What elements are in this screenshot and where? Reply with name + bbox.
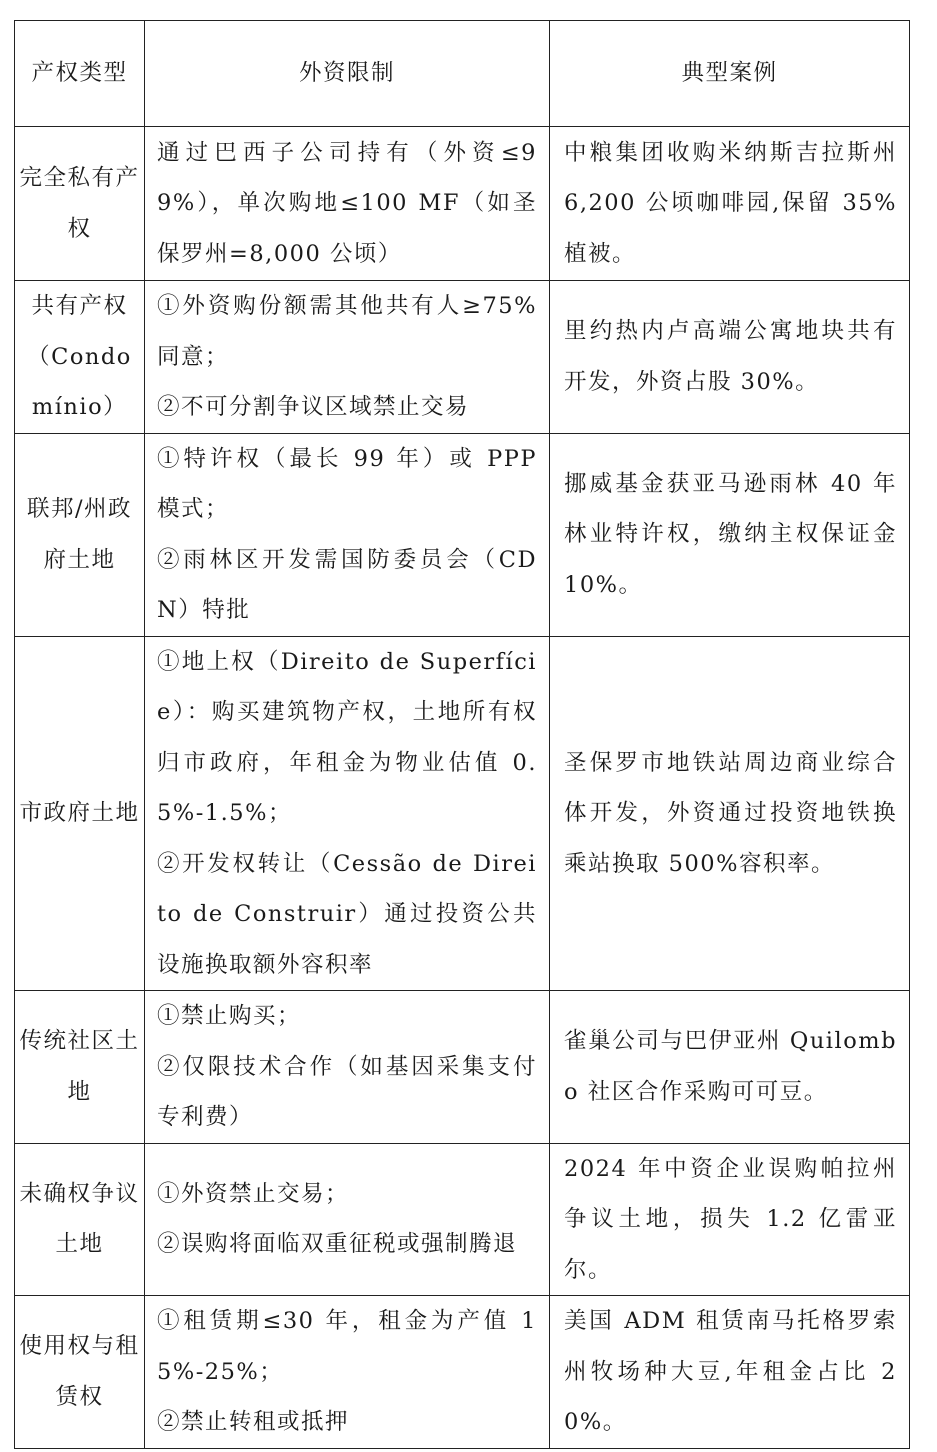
case-cell: 2024 年中资企业误购帕拉州争议土地，损失 1.2 亿雷亚尔。: [550, 1143, 910, 1296]
limits-cell: [145, 433, 550, 636]
case-cell: 里约热内卢高端公寓地块共有开发，外资占股 30%。: [550, 281, 910, 434]
limit-item: ①特许权（最长 99 年）或 PPP 模式；: [157, 445, 537, 522]
table-row: [15, 433, 910, 636]
type-cell: 共有产权（Condomínio）: [15, 281, 145, 434]
limits-cell: [145, 281, 550, 434]
limit-item: ①租赁期≤30 年，租金为产值 15%-25%；: [157, 1308, 537, 1385]
table-row: [15, 991, 910, 1144]
type-cell: 使用权与租赁权: [15, 1296, 145, 1449]
type-cell: 市政府土地: [15, 636, 145, 991]
limit-item: ①外资购份额需其他共有人≥75%同意；: [157, 293, 537, 370]
limit-item: ②禁止转租或抵押: [157, 1409, 350, 1435]
limit-item: ②雨林区开发需国防委员会（CDN）特批: [157, 546, 537, 623]
limit-item: ①地上权（Direito de Superfície）：购买建筑物产权，土地所有权归市政府，年租金为物业估值 0.5%-1.5%；: [157, 648, 537, 826]
limit-item: ①外资禁止交易；: [157, 1180, 350, 1207]
case-cell: 中粮集团收购米纳斯吉拉斯州 6,200 公顷咖啡园,保留 35%植被。: [550, 127, 910, 281]
type-cell: 传统社区土地: [15, 991, 145, 1144]
type-cell: 联邦/州政府土地: [15, 433, 145, 636]
case-cell: 雀巢公司与巴伊亚州 Quilombo 社区合作采购可可豆。: [550, 991, 910, 1144]
limits-cell: [145, 127, 550, 281]
table-row: [15, 636, 910, 991]
header-limits-cell: 外资限制: [145, 21, 550, 127]
limit-item: ②不可分割争议区域禁止交易: [157, 394, 470, 420]
limits-cell: [145, 1296, 550, 1449]
table-header-row: [15, 21, 910, 127]
limit-item: ②仅限技术合作（如基因采集支付专利费）: [157, 1053, 537, 1130]
header-cases-cell: 典型案例: [550, 21, 910, 127]
type-cell: 完全私有产权: [15, 127, 145, 281]
case-cell: 圣保罗市地铁站周边商业综合体开发，外资通过投资地铁换乘站换取 500%容积率。: [550, 636, 910, 991]
header-type-cell: 产权类型: [15, 21, 145, 127]
limits-cell: [145, 991, 550, 1144]
type-cell: 未确权争议土地: [15, 1143, 145, 1296]
table-row: [15, 127, 910, 281]
limit-item: ②误购将面临双重征税或强制腾退: [157, 1231, 518, 1258]
limit-item: 通过巴西子公司持有（外资≤99%），单次购地≤100 MF（如圣保罗州=8,000 公顷）: [157, 139, 537, 267]
property-rights-table: [14, 20, 910, 1449]
case-cell: 美国 ADM 租赁南马托格罗索州牧场种大豆,年租金占比 20%。: [550, 1296, 910, 1449]
table-row: [15, 1143, 910, 1296]
limits-cell: [145, 636, 550, 991]
limit-item: ②开发权转让（Cessão de Direito de Construir）通过投资公共设施换取额外容积率: [157, 850, 537, 978]
case-cell: 挪威基金获亚马逊雨林 40 年林业特许权，缴纳主权保证金 10%。: [550, 433, 910, 636]
limit-item: ①禁止购买；: [157, 1003, 302, 1029]
table-row: [15, 1296, 910, 1449]
limits-cell: [145, 1143, 550, 1296]
table-row: [15, 281, 910, 434]
